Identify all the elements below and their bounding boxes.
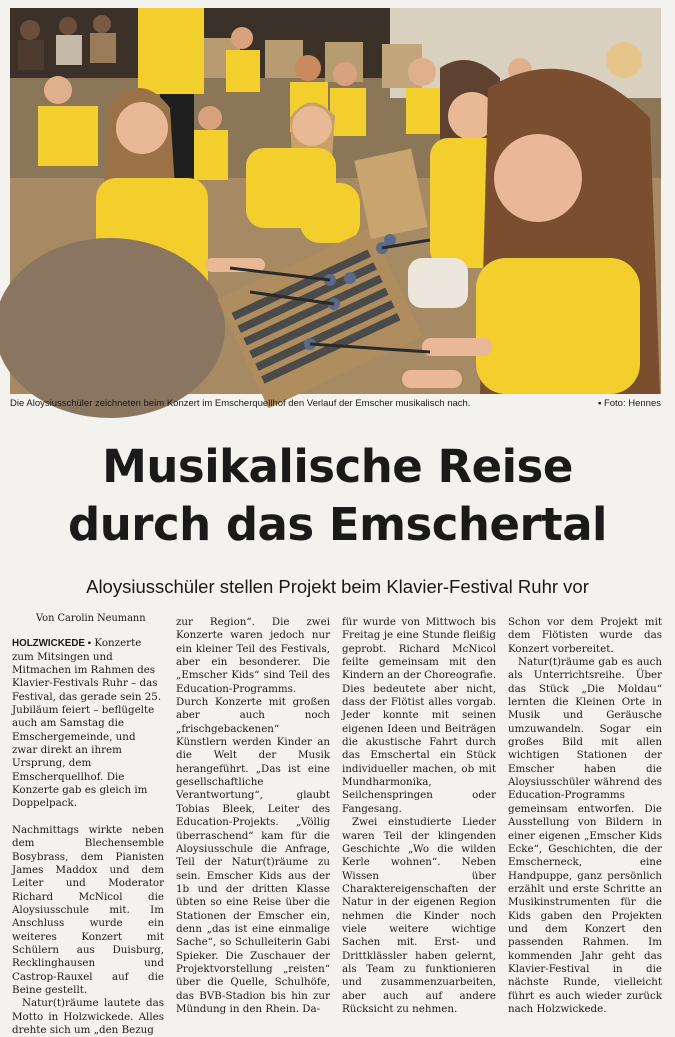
headline: [0, 438, 675, 554]
article-column-1: [12, 612, 164, 1036]
dateline: HOLZWICKEDE ▪: [12, 638, 92, 650]
photo-caption: Die Aloysiusschüler zeichneten beim Konzert im Emscherquellhof den Verlauf der Emscher musikalisch nach.: [10, 398, 471, 409]
body-paragraph: für wurde von Mittwoch bis Freitag je eine Stunde fleißig geprobt. Richard McNicol feilte gemeinsam mit den Kindern an der Choreografie. Dies bedeutete aber nicht, dass der Flötist alles vorgab. Jeder konnte mit seinen eigenen Ideen und Beiträgen die akustische Fahrt durch das Emschertal ein Stück individueller machen, ob mit Mundharmonika, Seilchenspringen oder Fangesang.: [342, 616, 496, 815]
headline-line-2: durch das Emschertal: [68, 498, 607, 551]
article-column-2: [176, 616, 330, 1022]
lead-paragraph: [12, 637, 164, 810]
byline: Von Carolin Neumann: [36, 613, 146, 624]
body-paragraph: Nachmittags wirkte neben dem Blechensemble Bosybrass, dem Pianisten James Maddox und dem Leiter und Moderator Richard McNicol die Aloysiusschule mit. Im Anschluss wurde ein weiteres Konzert mit Schülern aus Duisburg, Recklinghausen und Castrop-Rauxel auf die Beine gestellt.: [12, 823, 164, 996]
body-paragraph: zur Region“. Die zwei Konzerte waren jedoch nur ein kleiner Teil des Festivals, aber ein besonderer. Die „Emscher Kids“ sind Teil des Education-Programms. Durch Konzerte mit großen aber auch noch „frischgebackenen“ Künstlern werden Kinder an die Welt der Musik herangeführt. „Das ist eine gesellschaftliche Verantwortung“, glaubt Tobias Bleek, Leiter des Education-Projekts. „Völlig überraschend“ kam für die Aloysiusschule die Anfrage, Teil der Natur(t)räume zu sein. Emscher Kids aus der 1b und der dritten Klasse übten so eine Reise über die Stationen der Emscher ein, denn „das ist eine einmalige Sache“, so Schulleiterin Gabi Spieker. Die Zuschauer der Projektvorstellung „reisten“ über die Quelle, Schulhöfe, das BVB-Stadion bis hin zur Mündung in den Rhein. Da-: [176, 616, 330, 1015]
article-photo: [10, 8, 661, 394]
article-column-4: [508, 616, 662, 1022]
lead-text: Konzerte zum Mitsingen und Mitmachen im Rahmen des Klavier-Festivals Ruhr – das Festival, das gerade sein 25. Jubiläum feiert – beflügelte auch am Samstag die Emschergemeinde, und zwar direkt an ihrem Ursprung, dem Emscherquellhof. Die Konzerte gab es gleich im Doppelpack.: [12, 637, 162, 810]
body-paragraph: Natur(t)räume lautete das Motto in Holzwickede. Alles drehte sich um „den Bezug: [12, 997, 164, 1036]
body-paragraph: Natur(t)räume gab es auch als Unterrichtsreihe. Über das Stück „Die Moldau“ lernten die Kleinen Orte in Musik und Geräusche umzuwandeln. Sogar ein großes Bild mit allen wichtigen Stationen der Emscher haben die Aloysiusschüler während des Education-Programms gemeinsam entworfen. Die Ausstellung von Bildern in einer eigenen „Emscher Kids Ecke“, Geschichten, die der Emscherneck, eine Handpuppe, ganz persönlich erzählt und erste Schritte an Musikinstrumenten für die Kids gaben den Projekten und dem Konzert den passenden Rahmen. Im kommenden Jahr geht das Klavier-Festival in die nächste Runde, vielleicht führt es auch wieder zurück nach Holzwickede.: [508, 656, 662, 1015]
body-paragraph: Zwei einstudierte Lieder waren Teil der klingenden Geschichte „Wo die wilden Kerle wohnen“. Neben Wissen über Charaktereigenschaften der Natur in der eigenen Region nehmen die Kinder noch viele weitere wichtige Sachen mit. Erst- und Drittklässler haben gelernt, als Team zu funktionieren und zusammenzuarbeiten, aber auch auf andere Rücksicht zu nehmen.: [342, 816, 496, 1015]
children-xylophone-photo: [10, 8, 661, 394]
article-column-3: [342, 616, 496, 1022]
subheadline: Aloysiusschüler stellen Projekt beim Klavier-Festival Ruhr vor: [86, 576, 589, 597]
photo-credit: ▪ Foto: Hennes: [597, 398, 661, 409]
body-paragraph: Schon vor dem Projekt mit dem Flötisten wurde das Konzert vorbereitet.: [508, 616, 662, 655]
headline-line-1: Musikalische Reise: [102, 440, 573, 493]
